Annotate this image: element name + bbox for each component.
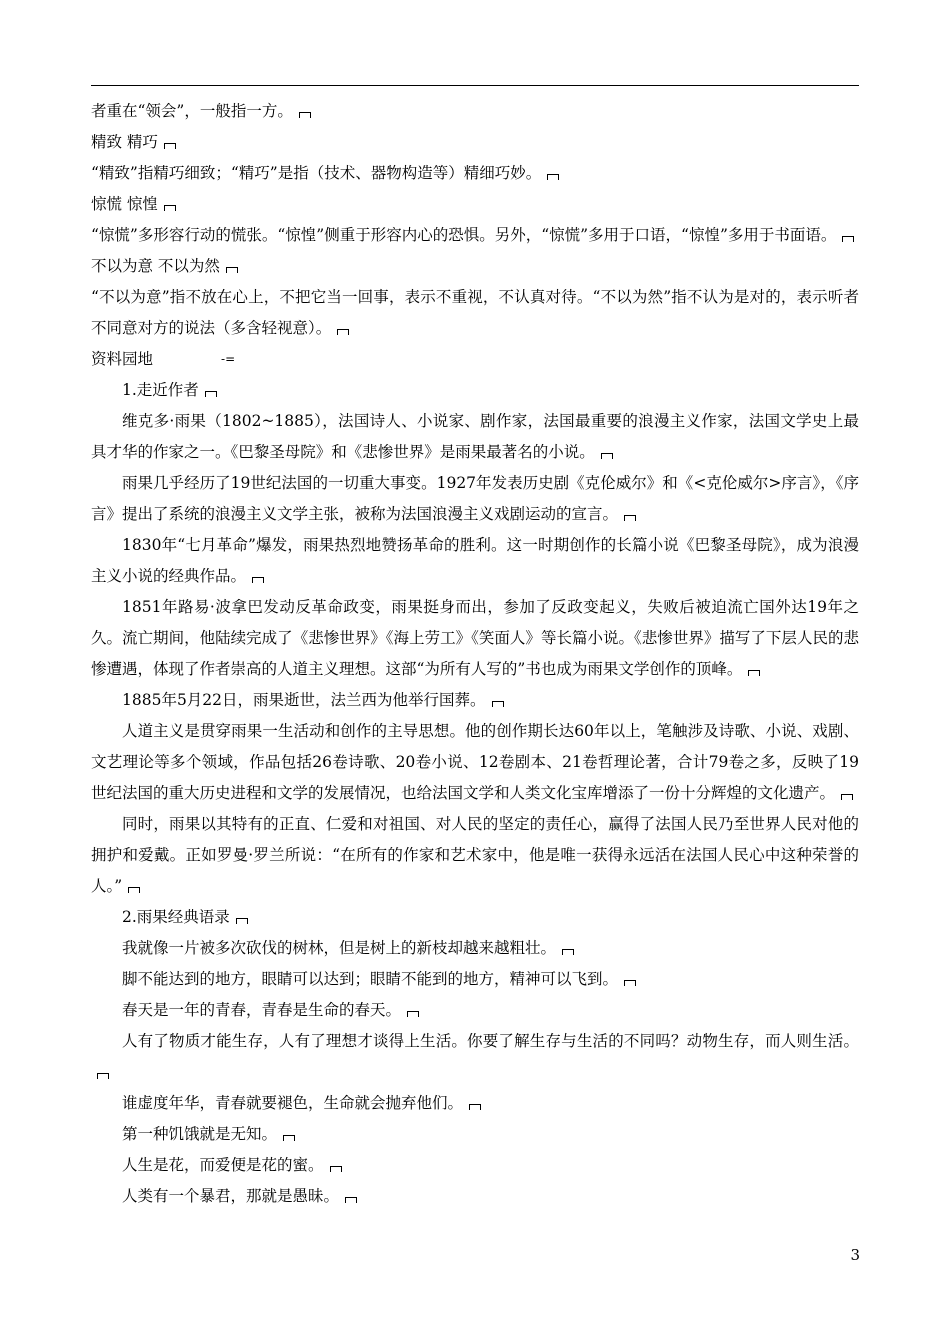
reference-section xyxy=(91,375,859,1212)
word-comparison-section xyxy=(91,96,859,344)
paragraph xyxy=(91,809,859,902)
paragraph-mark-icon xyxy=(164,205,176,211)
paragraph-text: 2.雨果经典语录 xyxy=(122,908,230,926)
paragraph xyxy=(91,406,859,468)
paragraph xyxy=(91,1150,859,1181)
paragraph-mark-icon xyxy=(337,329,349,335)
paragraph xyxy=(91,530,859,592)
paragraph xyxy=(91,1088,859,1119)
paragraph-mark-icon xyxy=(205,391,217,397)
paragraph-mark-icon xyxy=(601,453,613,459)
paragraph-text: “不以为意”指不放在心上，不把它当一回事，表示不重视，不认真对待。“不以为然”指不认为是对的，表示听者不同意对方的说法（多含轻视意）。 xyxy=(91,288,859,337)
paragraph-text: 同时，雨果以其特有的正直、仁爱和对祖国、对人民的坚定的责任心，赢得了法国人民乃至世界人民对他的拥护和爱戴。正如罗曼·罗兰所说：“在所有的作家和艺术家中，他是唯一获得永远活在法国人民心中这种荣誉的人。” xyxy=(91,815,859,895)
paragraph-text: “惊慌”多形容行动的慌张。“惊惶”侧重于形容内心的恐惧。另外，“惊慌”多用于口语，“惊惶”多用于书面语。 xyxy=(91,226,837,244)
paragraph-text: 1.走近作者 xyxy=(122,381,199,399)
paragraph-text: 1851年路易·波拿巴发动反革命政变，雨果挺身而出，参加了反政变起义，失败后被迫流亡国外达19年之久。流亡期间，他陆续完成了《悲惨世界》《海上劳工》《笑面人》等长篇小说。《悲惨世界》描写了下层人民的悲惨遭遇，体现了作者崇高的人道主义理想。这部“为所有人写的”书也成为雨果文学创作的顶峰。 xyxy=(91,598,859,678)
paragraph xyxy=(91,716,859,809)
paragraph-mark-icon xyxy=(164,143,176,149)
paragraph xyxy=(91,189,859,220)
paragraph-mark-icon xyxy=(236,918,248,924)
paragraph-mark-icon xyxy=(562,949,574,955)
paragraph xyxy=(91,1181,859,1212)
paragraph-mark-icon xyxy=(547,174,559,180)
document-body xyxy=(91,96,859,1212)
paragraph-mark-icon xyxy=(226,267,238,273)
paragraph-mark-icon xyxy=(469,1104,481,1110)
paragraph-text: 维克多·雨果（1802~1885），法国诗人、小说家、剧作家，法国最重要的浪漫主义作家，法国文学史上最具才华的作家之一。《巴黎圣母院》和《悲惨世界》是雨果最著名的小说。 xyxy=(91,412,859,461)
paragraph xyxy=(91,96,859,127)
paragraph-mark-icon xyxy=(252,577,264,583)
paragraph-mark-icon xyxy=(345,1197,357,1203)
paragraph xyxy=(91,902,859,933)
paragraph-text: 第一种饥饿就是无知。 xyxy=(122,1125,278,1143)
paragraph xyxy=(91,127,859,158)
paragraph xyxy=(91,995,859,1026)
paragraph xyxy=(91,282,859,344)
paragraph-text: 我就像一片被多次砍伐的树林，但是树上的新枝却越来越粗壮。 xyxy=(122,939,557,957)
paragraph-text: 春天是一年的青春，青春是生命的春天。 xyxy=(122,1001,402,1019)
paragraph-text: 精致 精巧 xyxy=(91,133,158,151)
paragraph xyxy=(91,158,859,189)
paragraph-mark-icon xyxy=(407,1011,419,1017)
paragraph-text: 不以为意 不以为然 xyxy=(91,257,220,275)
paragraph xyxy=(91,375,859,406)
section-heading xyxy=(91,344,859,375)
section-heading-symbol: -= xyxy=(221,352,236,366)
paragraph xyxy=(91,1119,859,1150)
paragraph-mark-icon xyxy=(841,794,853,800)
paragraph xyxy=(91,220,859,251)
paragraph-text: 1830年“七月革命”爆发，雨果热烈地赞扬革命的胜利。这一时期创作的长篇小说《巴黎圣母院》，成为浪漫主义小说的经典作品。 xyxy=(91,536,859,585)
paragraph-text: 人道主义是贯穿雨果一生活动和创作的主导思想。他的创作期长达60年以上，笔触涉及诗歌、小说、戏剧、文艺理论等多个领域，作品包括26卷诗歌、20卷小说、12卷剧本、21卷哲理论著，合计79卷之多，反映了19世纪法国的重大历史进程和文学的发展情况，也给法国文学和人类文化宝库增添了一份十分辉煌的文化遗产。 xyxy=(91,722,859,802)
paragraph xyxy=(91,251,859,282)
paragraph-text: 人生是花，而爱便是花的蜜。 xyxy=(122,1156,324,1174)
paragraph-text: 谁虚度年华，青春就要褪色，生命就会抛弃他们。 xyxy=(122,1094,464,1112)
paragraph-text: 者重在“领会”，一般指一方。 xyxy=(91,102,293,120)
paragraph-text: 雨果几乎经历了19世纪法国的一切重大事变。1927年发表历史剧《克伦威尔》和《<克伦威尔>序言》，《序言》提出了系统的浪漫主义文学主张，被称为法国浪漫主义戏剧运动的宣言。 xyxy=(91,474,859,523)
paragraph-text: 人类有一个暴君，那就是愚昧。 xyxy=(122,1187,340,1205)
paragraph-mark-icon xyxy=(128,887,140,893)
paragraph-mark-icon xyxy=(624,515,636,521)
header-rule xyxy=(91,85,859,86)
paragraph xyxy=(91,964,859,995)
paragraph-mark-icon xyxy=(748,670,760,676)
paragraph-mark-icon xyxy=(299,112,311,118)
paragraph-text: “精致”指精巧细致；“精巧”是指（技术、器物构造等）精细巧妙。 xyxy=(91,164,542,182)
paragraph-mark-icon xyxy=(283,1135,295,1141)
section-heading-text: 资料园地 xyxy=(91,350,154,368)
paragraph-text: 惊慌 惊惶 xyxy=(91,195,158,213)
paragraph-mark-icon xyxy=(97,1073,109,1079)
page-number: 3 xyxy=(850,1246,860,1264)
paragraph-mark-icon xyxy=(842,236,854,242)
paragraph-text: 人有了物质才能生存，人有了理想才谈得上生活。你要了解生存与生活的不同吗？动物生存，而人则生活。 xyxy=(122,1032,859,1050)
paragraph xyxy=(91,592,859,685)
paragraph-mark-icon xyxy=(624,980,636,986)
paragraph-mark-icon xyxy=(330,1166,342,1172)
paragraph xyxy=(91,933,859,964)
paragraph xyxy=(91,1026,859,1088)
paragraph-text: 1885年5月22日，雨果逝世，法兰西为他举行国葬。 xyxy=(122,691,486,709)
paragraph-text: 脚不能达到的地方，眼睛可以达到；眼睛不能到的地方，精神可以飞到。 xyxy=(122,970,619,988)
paragraph xyxy=(91,685,859,716)
paragraph xyxy=(91,468,859,530)
paragraph-mark-icon xyxy=(492,701,504,707)
